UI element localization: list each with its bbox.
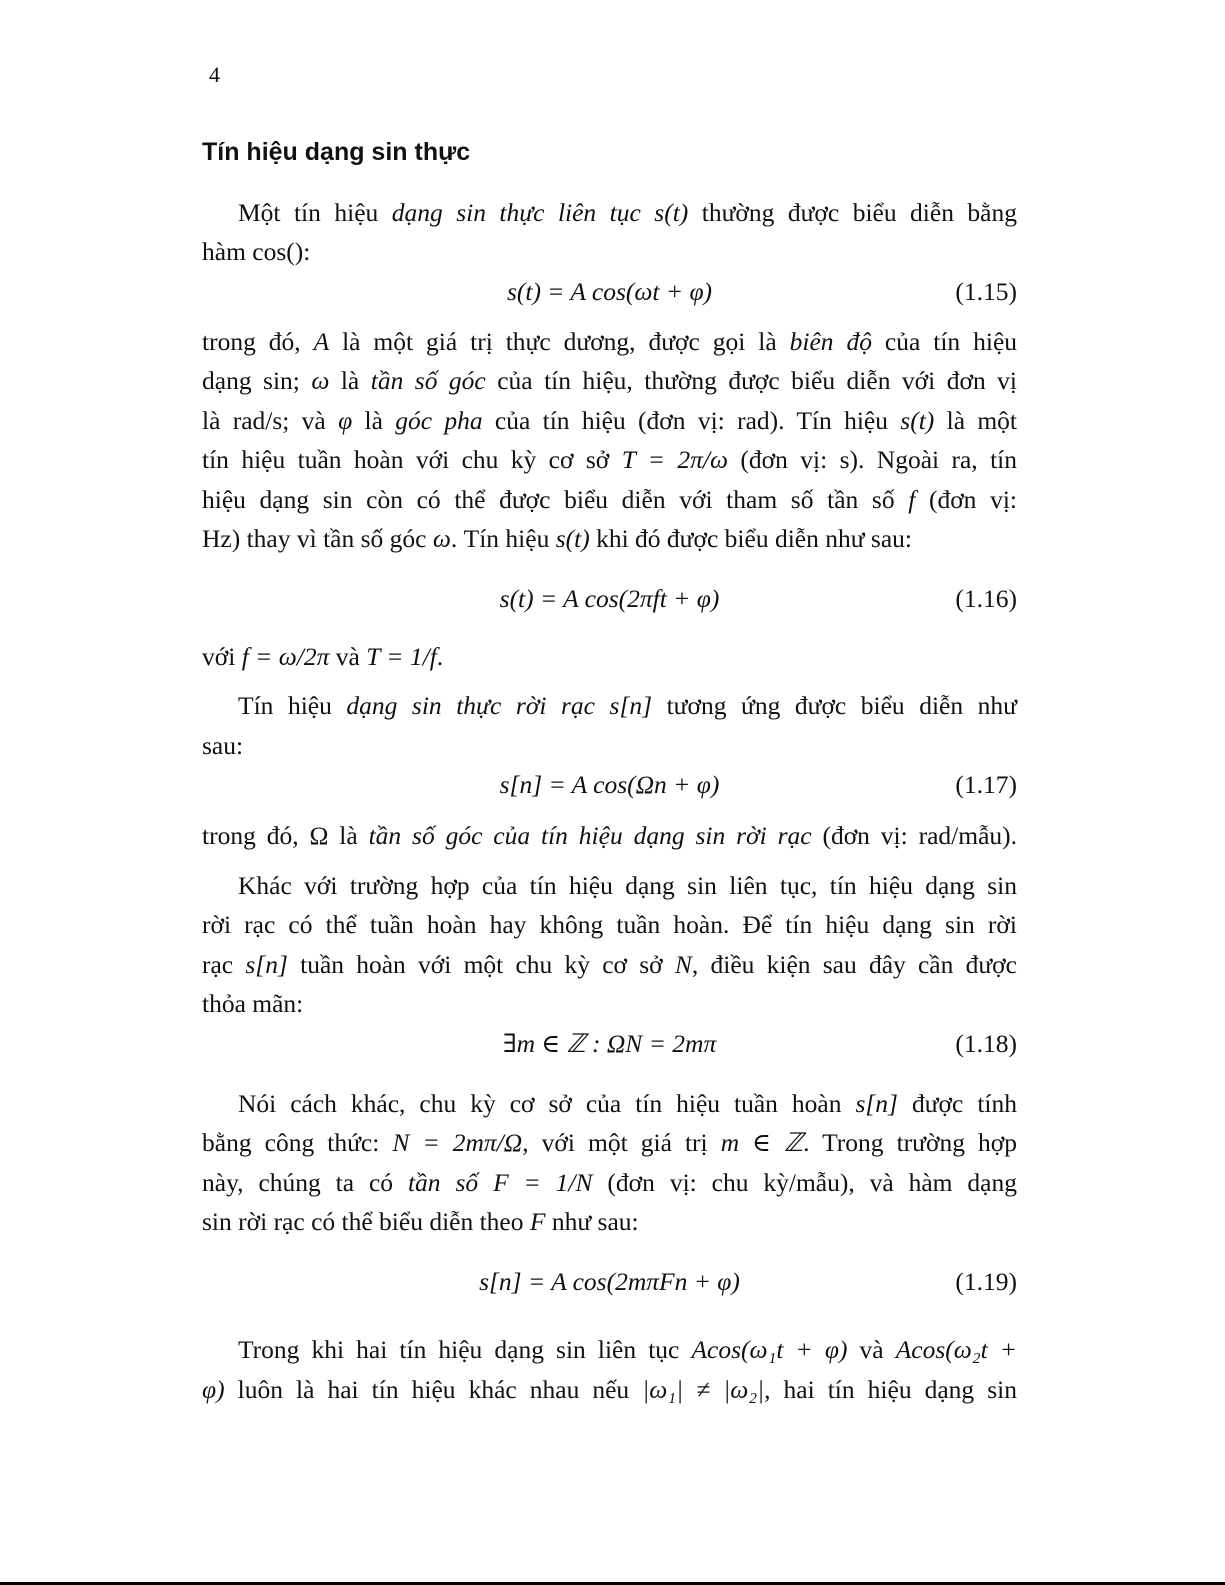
- paragraph-2-line-6: Hz) thay vì tần số góc ω. Tín hiệu s(t) khi đó được biểu diễn như sau:: [202, 524, 912, 553]
- equation-number: (1.16): [955, 584, 1017, 613]
- equation-1-15: [202, 277, 1017, 307]
- equation-1-17: [202, 770, 1017, 800]
- paragraph-6-line-4: thỏa mãn:: [202, 989, 304, 1018]
- equation-formula: s[n] = A cos(Ωn + φ): [499, 770, 720, 799]
- paragraph-2-line-5: hiệu dạng sin còn có thể được biểu diễn với tham số tần số f (đơn vị:: [202, 485, 1017, 514]
- paragraph-2-line-1: trong đó, A là một giá trị thực dương, được gọi là biên độ của tín hiệu: [202, 327, 1018, 356]
- paragraph-1-line-2: hàm cos():: [202, 237, 311, 266]
- equation-1-18: [202, 1029, 1017, 1059]
- paragraph-6-line-1: Khác với trường hợp của tín hiệu dạng sin liên tục, tín hiệu dạng sin: [238, 871, 1017, 900]
- paragraph-6-line-3: rạc s[n] tuần hoàn với một chu kỳ cơ sở N, điều kiện sau đây cần được: [202, 950, 1017, 979]
- equation-number: (1.15): [955, 277, 1017, 306]
- paragraph-4-line-1: Tín hiệu dạng sin thực rời rạc s[n] tương ứng được biểu diễn như: [238, 691, 1017, 720]
- paragraph-7-line-3: này, chúng ta có tần số F = 1/N (đơn vị: chu kỳ/mẫu), và hàm dạng: [202, 1168, 1017, 1197]
- paragraph-2-line-3: là rad/s; và φ là góc pha của tín hiệu (đơn vị: rad). Tín hiệu s(t) là một: [202, 406, 1017, 435]
- paragraph-3-line-1: với f = ω/2π và T = 1/f.: [202, 642, 444, 671]
- equation-number: (1.19): [955, 1267, 1017, 1296]
- paragraph-8-line-1: Trong khi hai tín hiệu dạng sin liên tục Acos(ω₁t + φ) và Acos(ω₂t +: [238, 1335, 1017, 1364]
- equation-1-16: [202, 584, 1017, 614]
- equation-formula: s(t) = A cos(2πft + φ): [499, 584, 720, 613]
- paragraph-7-line-4: sin rời rạc có thể biểu diễn theo F như sau:: [202, 1207, 639, 1236]
- equation-formula: ∃m ∈ ℤ : ΩN = 2mπ: [502, 1029, 717, 1058]
- paragraph-4-line-2: sau:: [202, 731, 244, 760]
- page-number: 4: [209, 62, 220, 87]
- paragraph-5-line-1: trong đó, Ω là tần số góc của tín hiệu dạng sin rời rạc (đơn vị: rad/mẫu).: [202, 821, 1018, 850]
- equation-number: (1.17): [955, 770, 1017, 799]
- paragraph-2-line-4: tín hiệu tuần hoàn với chu kỳ cơ sở T = 2π/ω (đơn vị: s). Ngoài ra, tín: [202, 445, 1018, 474]
- paragraph-1-line-1: Một tín hiệu dạng sin thực liên tục s(t) thường được biểu diễn bằng: [238, 198, 1017, 227]
- paragraph-8-line-2: φ) luôn là hai tín hiệu khác nhau nếu |ω₁| ≠ |ω₂|, hai tín hiệu dạng sin: [202, 1375, 1017, 1404]
- equation-1-19: [202, 1267, 1017, 1297]
- section-title: Tín hiệu dạng sin thực: [202, 138, 471, 166]
- paragraph-2-line-2: dạng sin; ω là tần số góc của tín hiệu, thường được biểu diễn với đơn vị: [202, 366, 1018, 395]
- paragraph-7-line-2: bằng công thức: N = 2mπ/Ω, với một giá trị m ∈ ℤ. Trong trường hợp: [202, 1128, 1017, 1157]
- paragraph-7-line-1: Nói cách khác, chu kỳ cơ sở của tín hiệu tuần hoàn s[n] được tính: [238, 1089, 1017, 1118]
- paragraph-6-line-2: rời rạc có thể tuần hoàn hay không tuần hoàn. Để tín hiệu dạng sin rời: [202, 910, 1017, 939]
- equation-number: (1.18): [955, 1029, 1017, 1058]
- equation-formula: s(t) = A cos(ωt + φ): [506, 277, 713, 306]
- equation-formula: s[n] = A cos(2mπFn + φ): [479, 1267, 740, 1296]
